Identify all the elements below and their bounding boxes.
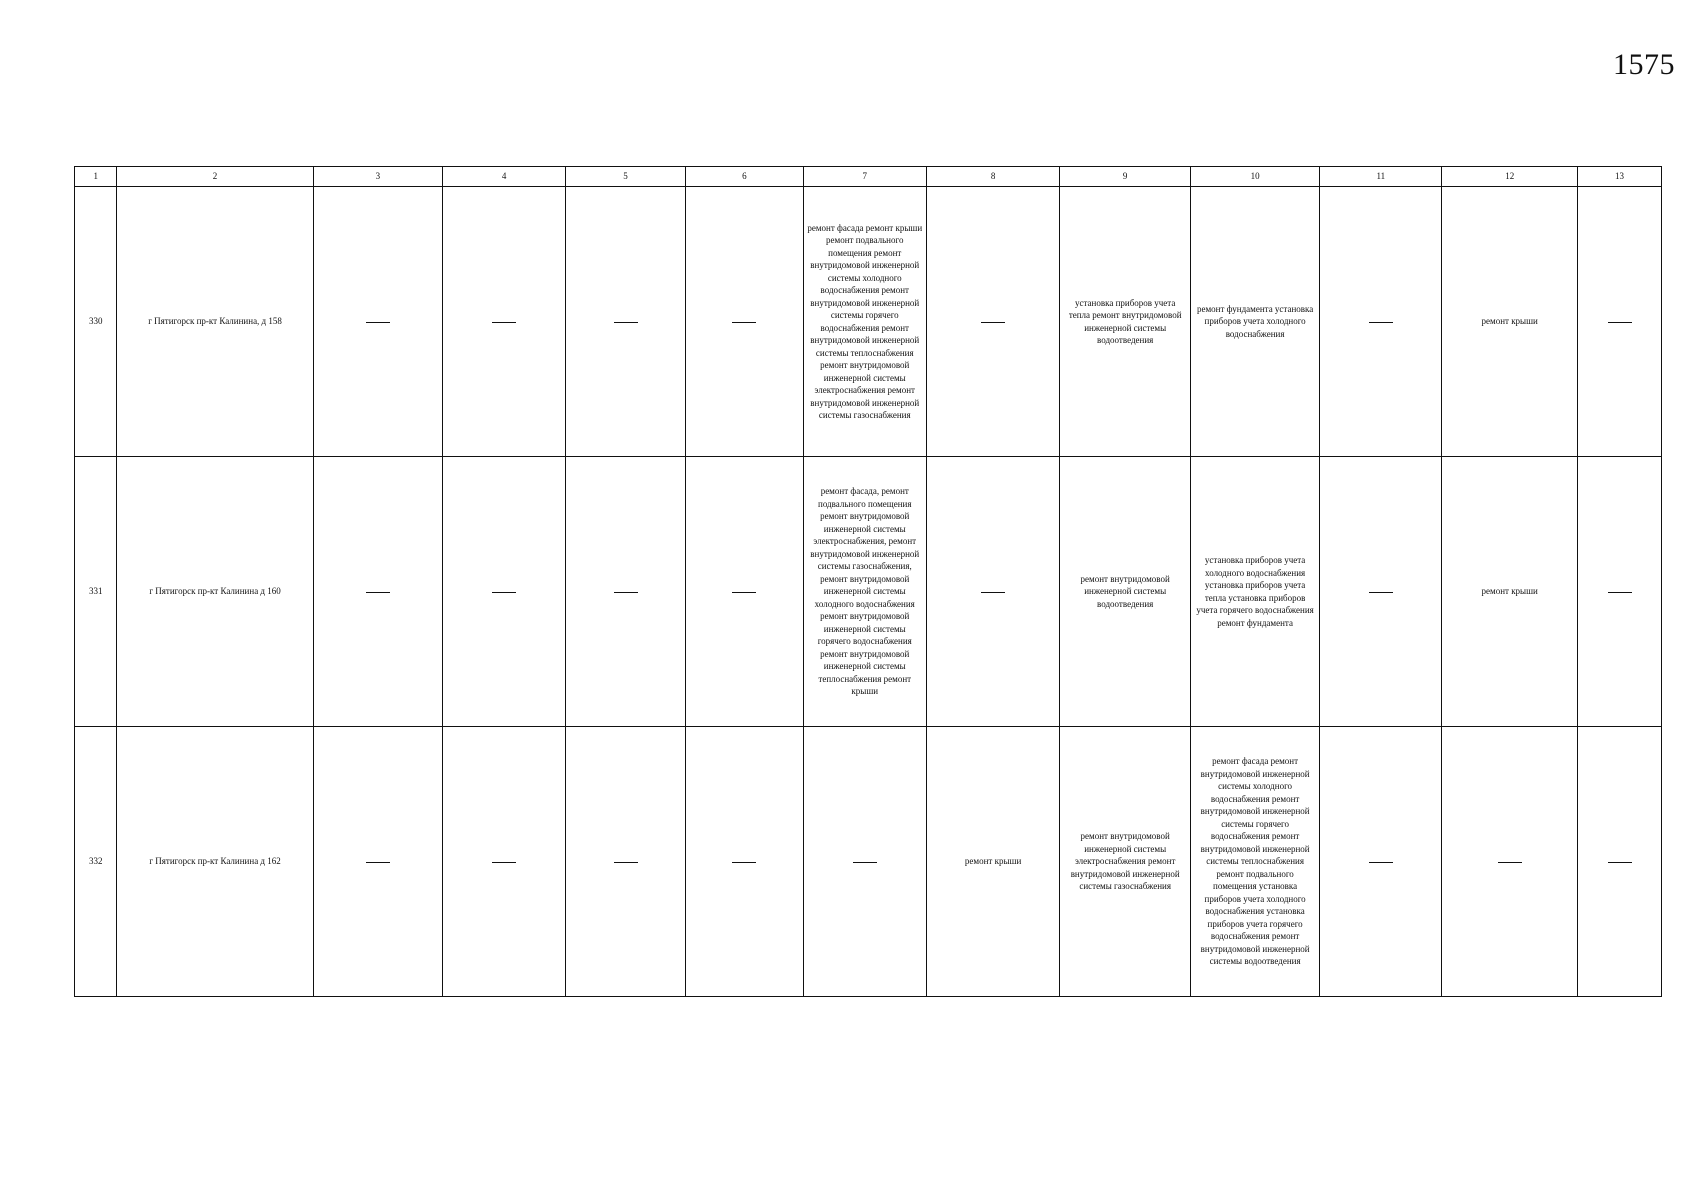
table-row [75, 187, 1662, 457]
works-col-8: ремонт крыши [926, 727, 1060, 997]
row-address: г Пятигорск пр-кт Калинина, д 158 [117, 187, 313, 457]
col-header-12: 12 [1442, 167, 1578, 187]
header-row [75, 167, 1662, 187]
empty-cell [1320, 727, 1442, 997]
col-header-7: 7 [803, 167, 926, 187]
empty-cell [685, 187, 803, 457]
col-header-2: 2 [117, 167, 313, 187]
col-header-6: 6 [685, 167, 803, 187]
dash-mark [1608, 322, 1632, 323]
works-col-7: ремонт фасада ремонт крыши ремонт подвального помещения ремонт внутридомовой инженерной системы холодного водоснабжения ремонт внутридомовой инженерной системы горячего водоснабжения ремонт внутридомовой инженерной системы теплоснабжения ремонт внутридомовой инженерной системы электроснабжения ремонт внутридомовой инженерной системы газоснабжения [803, 187, 926, 457]
works-col-10: ремонт фундамента установка приборов учета холодного водоснабжения [1190, 187, 1319, 457]
col-header-1: 1 [75, 167, 117, 187]
empty-cell [566, 727, 686, 997]
dash-mark [1608, 862, 1632, 863]
empty-cell [926, 457, 1060, 727]
works-col-9: установка приборов учета тепла ремонт внутридомовой инженерной системы водоотведения [1060, 187, 1190, 457]
empty-cell [1320, 187, 1442, 457]
empty-cell [313, 187, 442, 457]
works-col-9: ремонт внутридомовой инженерной системы водоотведения [1060, 457, 1190, 727]
row-number: 330 [75, 187, 117, 457]
dash-mark [732, 322, 756, 323]
empty-cell [1578, 457, 1662, 727]
empty-cell [1442, 727, 1578, 997]
dash-mark [366, 592, 390, 593]
empty-cell [443, 457, 566, 727]
repair-schedule-table [74, 166, 1662, 997]
dash-mark [492, 862, 516, 863]
works-col-12: ремонт крыши [1442, 457, 1578, 727]
empty-cell [803, 727, 926, 997]
col-header-8: 8 [926, 167, 1060, 187]
works-col-9: ремонт внутридомовой инженерной системы электроснабжения ремонт внутридомовой инженерной системы газоснабжения [1060, 727, 1190, 997]
dash-mark [614, 322, 638, 323]
page-number: 1575 [1613, 48, 1675, 81]
empty-cell [1320, 457, 1442, 727]
dash-mark [492, 592, 516, 593]
col-header-9: 9 [1060, 167, 1190, 187]
row-address: г Пятигорск пр-кт Калинина д 162 [117, 727, 313, 997]
empty-cell [443, 187, 566, 457]
empty-cell [443, 727, 566, 997]
table-row [75, 727, 1662, 997]
empty-cell [926, 187, 1060, 457]
row-number: 331 [75, 457, 117, 727]
dash-mark [1369, 322, 1393, 323]
empty-cell [685, 457, 803, 727]
table-row [75, 457, 1662, 727]
works-col-10: ремонт фасада ремонт внутридомовой инженерной системы холодного водоснабжения ремонт внутридомовой инженерной системы горячего водоснабжения ремонт внутридомовой инженерной системы теплоснабжения ремонт подвального помещения установка приборов учета холодного водоснабжения установка приборов учета горячего водоснабжения ремонт внутридомовой инженерной системы водоотведения [1190, 727, 1319, 997]
dash-mark [1608, 592, 1632, 593]
empty-cell [566, 457, 686, 727]
dash-mark [614, 862, 638, 863]
dash-mark [981, 322, 1005, 323]
col-header-11: 11 [1320, 167, 1442, 187]
dash-mark [732, 862, 756, 863]
dash-mark [853, 862, 877, 863]
col-header-13: 13 [1578, 167, 1662, 187]
dash-mark [366, 862, 390, 863]
works-col-7: ремонт фасада, ремонт подвального помещения ремонт внутридомовой инженерной системы электроснабжения, ремонт внутридомовой инженерной системы газоснабжения, ремонт внутридомовой инженерной системы холодного водоснабжения ремонт внутридомовой инженерной системы горячего водоснабжения ремонт внутридомовой инженерной системы теплоснабжения ремонт крыши [803, 457, 926, 727]
col-header-10: 10 [1190, 167, 1319, 187]
dash-mark [1369, 592, 1393, 593]
empty-cell [1578, 727, 1662, 997]
col-header-4: 4 [443, 167, 566, 187]
dash-mark [732, 592, 756, 593]
dash-mark [492, 322, 516, 323]
row-number: 332 [75, 727, 117, 997]
dash-mark [1369, 862, 1393, 863]
col-header-3: 3 [313, 167, 442, 187]
works-col-12: ремонт крыши [1442, 187, 1578, 457]
empty-cell [685, 727, 803, 997]
empty-cell [566, 187, 686, 457]
dash-mark [1498, 862, 1522, 863]
empty-cell [1578, 187, 1662, 457]
dash-mark [981, 592, 1005, 593]
works-col-10: установка приборов учета холодного водоснабжения установка приборов учета тепла установка приборов учета горячего водоснабжения ремонт фундамента [1190, 457, 1319, 727]
empty-cell [313, 727, 442, 997]
col-header-5: 5 [566, 167, 686, 187]
dash-mark [366, 322, 390, 323]
dash-mark [614, 592, 638, 593]
empty-cell [313, 457, 442, 727]
row-address: г Пятигорск пр-кт Калинина д 160 [117, 457, 313, 727]
